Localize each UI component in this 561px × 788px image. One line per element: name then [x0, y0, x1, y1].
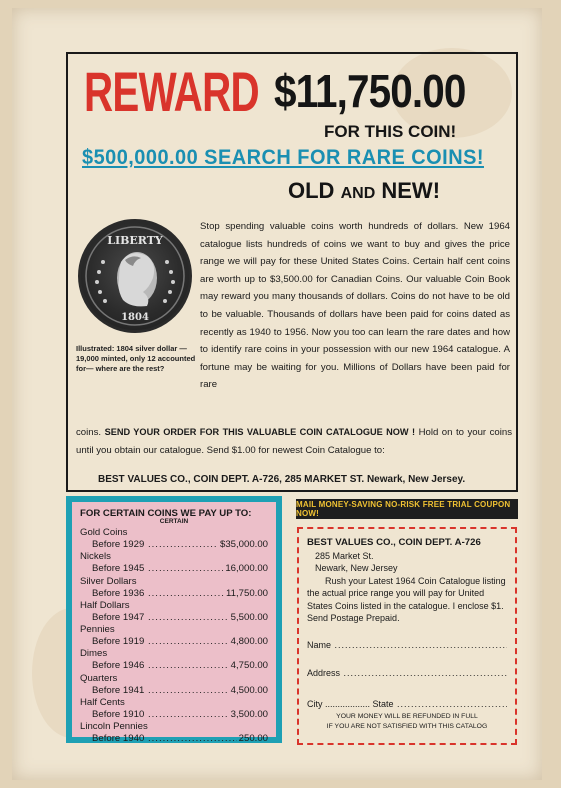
city-label: City	[307, 698, 323, 709]
price-row	[80, 588, 268, 600]
price-row-label: Before 1945 .....	[80, 563, 223, 575]
price-row-label: Before 1936 .....	[80, 588, 224, 600]
search-headline: $500,000.00 SEARCH FOR RARE COINS!	[82, 146, 484, 169]
price-row-label: Before 1946 .....	[80, 660, 229, 672]
price-row	[80, 660, 268, 672]
mail-coupon-banner: MAIL MONEY-SAVING NO-RISK FREE TRIAL COUPON NOW!	[296, 499, 518, 519]
price-list-box	[66, 496, 282, 743]
price-row	[80, 612, 268, 624]
coin-artwork	[81, 222, 189, 330]
price-category: Quarters	[80, 672, 118, 684]
price-category: Pennies	[80, 624, 115, 636]
price-row-value: 3,500.00	[230, 709, 268, 721]
coin-advertisement	[66, 52, 518, 492]
price-list-heading: FOR CERTAIN COINS WE PAY UP TO:	[80, 508, 252, 519]
reward-amount: $11,750.00	[274, 65, 466, 117]
coupon-city: Newark, New Jersey	[315, 563, 398, 573]
price-row-label: Before 1947 .....	[80, 612, 229, 624]
price-row	[80, 685, 268, 697]
price-row-value: 4,800.00	[230, 636, 268, 648]
price-row-value: 4,500.00	[230, 684, 268, 696]
reward-headline: REWARD	[84, 60, 259, 123]
price-category: Lincoln Pennies	[80, 721, 148, 733]
state-label: State	[372, 698, 394, 709]
body-lower-start: coins.	[76, 427, 102, 438]
price-category: Gold Coins	[80, 527, 128, 538]
refund-line-2: IF YOU ARE NOT SATISFIED WITH THIS CATALOG	[326, 723, 488, 730]
old-word: OLD	[288, 178, 335, 203]
coupon-heading: BEST VALUES CO., COIN DEPT. A-726	[307, 537, 481, 548]
price-row	[80, 733, 268, 745]
and-word: AND	[340, 185, 376, 202]
for-this-coin: FOR THIS COIN!	[324, 122, 457, 141]
address-label: Address	[307, 668, 341, 678]
price-row-label: Before 1910 .....	[80, 709, 229, 721]
price-category: Half Dollars	[80, 599, 130, 611]
name-field[interactable]	[307, 639, 507, 652]
price-list-inner	[72, 502, 276, 745]
price-row	[80, 636, 268, 648]
price-row-label: Before 1919 .....	[80, 636, 229, 648]
price-row	[80, 539, 268, 551]
new-word: NEW!	[381, 178, 441, 203]
price-row-label: Before 1929 .....	[80, 539, 218, 551]
price-row-value: 11,750.00	[226, 587, 268, 599]
price-list-sub: CERTAIN	[159, 518, 189, 525]
order-coupon[interactable]	[297, 527, 517, 745]
coin-legend: LIBERTY	[107, 234, 163, 247]
old-and-new	[288, 178, 440, 204]
coin-year: 1804	[121, 312, 149, 323]
price-category: Silver Dollars	[80, 575, 137, 587]
price-category: Half Cents	[80, 697, 125, 709]
price-row-value: 5,500.00	[230, 611, 268, 623]
price-row-value: 16,000.00	[225, 563, 268, 575]
price-row-label: Before 1940 .....	[80, 733, 237, 745]
refund-line-1: YOUR MONEY WILL BE REFUNDED IN FULL	[336, 713, 478, 720]
address-field[interactable]	[307, 667, 507, 680]
price-row	[80, 563, 268, 575]
company-address: BEST VALUES CO., COIN DEPT. A-726, 285 MARKET ST. Newark, New Jersey.	[98, 474, 466, 485]
price-category: Dimes	[80, 648, 108, 660]
coupon-text: Rush your Latest 1964 Coin Catalogue listing the actual price range you will pay for United States Coins listed in the catalogue. I enclose $1. Send Postage Prepaid.	[307, 575, 506, 623]
body-lower-bold: SEND YOUR ORDER FOR THIS VALUABLE COIN CATALOGUE NOW !	[104, 427, 416, 437]
price-list-rows	[80, 527, 268, 746]
price-row-label: Before 1941 .....	[80, 685, 229, 697]
price-row-value: 250.00	[238, 733, 268, 745]
ad-body-lower	[76, 424, 512, 459]
price-row-value: 4,750.00	[230, 660, 268, 672]
body-lower-end: Hold on to your coins until you obtain our catalogue. Send $1.00 for newest Coin Catalogue to:	[76, 427, 513, 456]
price-row-value: $35,000.00	[219, 539, 268, 550]
coin-caption: Illustrated: 1804 silver dollar — 19,000 minted, only 12 accounted for— where are the rest?	[76, 344, 196, 373]
city-state-field[interactable]: City .................. State .....	[307, 698, 507, 711]
coupon-street: 285 Market St.	[315, 550, 374, 561]
price-category: Nickels	[80, 551, 111, 563]
silver-dollar-coin-icon	[78, 219, 192, 333]
name-label: Name	[307, 639, 332, 650]
ad-body-upper: Stop spending valuable coins worth hundreds of dollars. New 1964 catalogue lists hundreds of coins we want to buy and gives the price range we will pay for these United States Coins. Certain half cent coins are worth up to $3,500.00 for Canadian Coins. Our valuable Coin Book may reward you many thousands of dollars. Coins do not have to be old to be valuable. Thousands of dollars have been paid for coins dated as recently as 1940 to 1956. Now you too can learn the rare dates and how to identify rare coins in your possession with our new 1964 catalogue. A fortune may be waiting for you. Millions of Dollars have been paid for rare	[200, 221, 510, 391]
price-row	[80, 709, 268, 721]
